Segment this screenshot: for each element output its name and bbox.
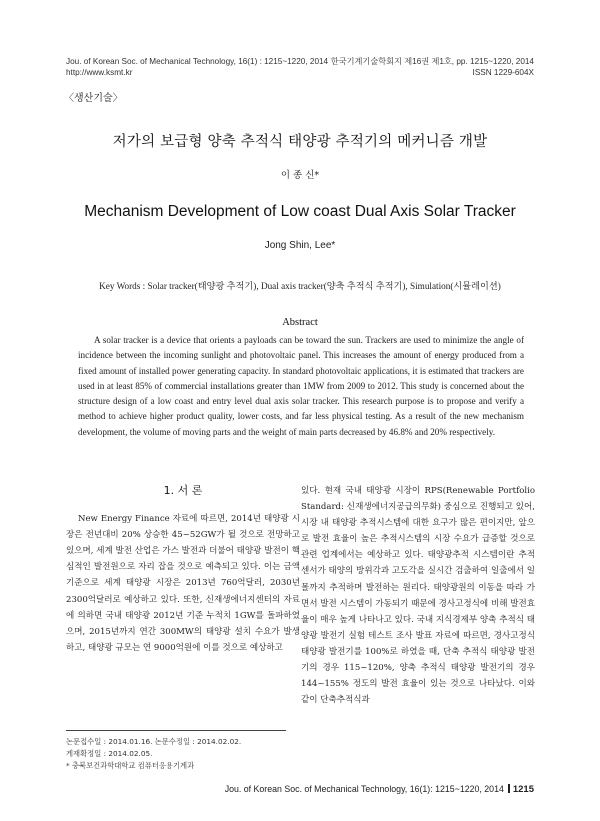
intro-paragraph-continued: 있다. 현재 국내 태양광 시장이 RPS(Renewable Portfolio Standard: 신재생에너지공급의무화) 중심으로 진행되고 있어, 시장 내 태양광 추적시스템에 대한 요구가 많은 편이지만, 앞으로 발전 효율이 높은 추적시스템의 시장 수요가 급증할 것으로 관련 업계에서는 예상하고 있다. 태양광추적 시스템이란 추적 센서가 태양의 방위각과 고도각을 실시간 검출하여 일출에서 일몰까지 추적하며 발전하는 원리다. 태양광원의 이동을 따라 가면서 발전 시스템이 가동되기 때문에 경사고정식에 비해 발전효율이 매우 높게 나타나고 있다. 국내 지식경제부 양축 추적식 태양광 발전기 실험 테스트 조사 발표 자료에 따르면, 경사고정식 태양광 발전기를 100%로 하였을 때, 단축 추적식 태양광 발전기의 경우 115~120%, 양축 추적식 태양광 발전기의 경우 144~155% 정도의 발전 효율이 있는 것으로 나타났다. 이와 같이 단축추적식과 <box>301 486 535 706</box>
section-heading-introduction: 1. 서 론 <box>163 484 203 497</box>
page-footer <box>225 784 534 795</box>
body-column-left <box>66 483 300 656</box>
footnote-divider <box>66 730 286 731</box>
journal-url[interactable]: http://www.ksmt.kr <box>66 68 133 77</box>
paper-title-korean: 저가의 보급형 양축 추적식 태양광 추적기의 메커니즘 개발 <box>112 134 488 150</box>
running-header-left <box>66 56 328 78</box>
keywords: Key Words : Solar tracker(태양광 추적기), Dual axis tracker(양축 추적식 추적기), Simulation(시뮬레이션) <box>99 281 501 291</box>
journal-citation-korean: 한국기계기술학회지 제16권 제1호, pp. 1215~1220, 2014 <box>330 57 534 66</box>
footnotes <box>66 736 296 772</box>
paper-title-english: Mechanism Development of Low coast Dual Axis Solar Tracker <box>84 203 516 220</box>
journal-citation: Jou. of Korean Soc. of Mechanical Technology, 16(1) : 1215~1220, 2014 <box>66 57 329 66</box>
footer-citation: Jou. of Korean Soc. of Mechanical Technology, 16(1): 1215~1220, 2014 <box>224 784 504 794</box>
body-column-right <box>301 483 535 708</box>
running-header-right <box>331 56 534 78</box>
intro-paragraph: New Energy Finance 자료에 따르면, 2014년 태양광 시장은 전년대비 20% 상승한 45~52GW가 될 것으로 전망하고 있으며, 세계 발전 산업은 가스 발전과 더불어 태양광 발전이 핵심적인 발전원으로 자리 잡을 것으로 예측되고 있다. 이는 금액 기준으로 세계 태양광 시장은 2013년 760억달러, 2030년 2300억달러로 예상하고 있다. 또한, 신재생에너지센터의 자료에 의하면 국내 태양광 2012년 기준 누적치 1GW를 돌파하였으며, 2015년까지 연간 300MW의 태양광 설치 수요가 발생하고, 태양광 규모는 연 9000억원에 이를 것으로 예상하고 <box>66 514 300 653</box>
footer-divider-bar <box>508 784 510 793</box>
section-tag: 〈생산기술〉 <box>64 93 123 104</box>
author-korean: 이 종 신* <box>280 170 320 181</box>
received-date: 논문접수일 : 2014.01.16. 논문수정일 : 2014.02.02. <box>66 737 242 746</box>
author-affiliation: * 충북보건과학대학교 컴퓨터응용기계과 <box>66 761 195 770</box>
page-number: 1215 <box>512 784 534 795</box>
accepted-date: 게재확정일 : 2014.02.05. <box>66 749 153 758</box>
author-english: Jong Shin, Lee* <box>264 240 336 251</box>
issn: ISSN 1229-604X <box>472 68 534 77</box>
abstract-heading: Abstract <box>282 317 318 328</box>
abstract-body: A solar tracker is a device that orients a payloads can be toward the sun. Trackers are used to minimize the angle of incidence between the incoming sunlight and photovoltaic panel. This increases the amount of energy produced from a fixed amount of installed power generating capacity. In standard photovoltaic applications, it is estimated that trackers are used in at least 85% of commercial installations greater than 1MW from 2009 to 2012. This study is concerned about the structure design of a low coast and entry level dual axis solar tracker. This research purpose is to propose and verify a method to achieve higher product quality, lower costs, and far less physical testing. As a result of the new mechanism development, the volume of moving parts and the weight of main parts decreased by 46.8% and 20% respectively. <box>78 335 524 437</box>
